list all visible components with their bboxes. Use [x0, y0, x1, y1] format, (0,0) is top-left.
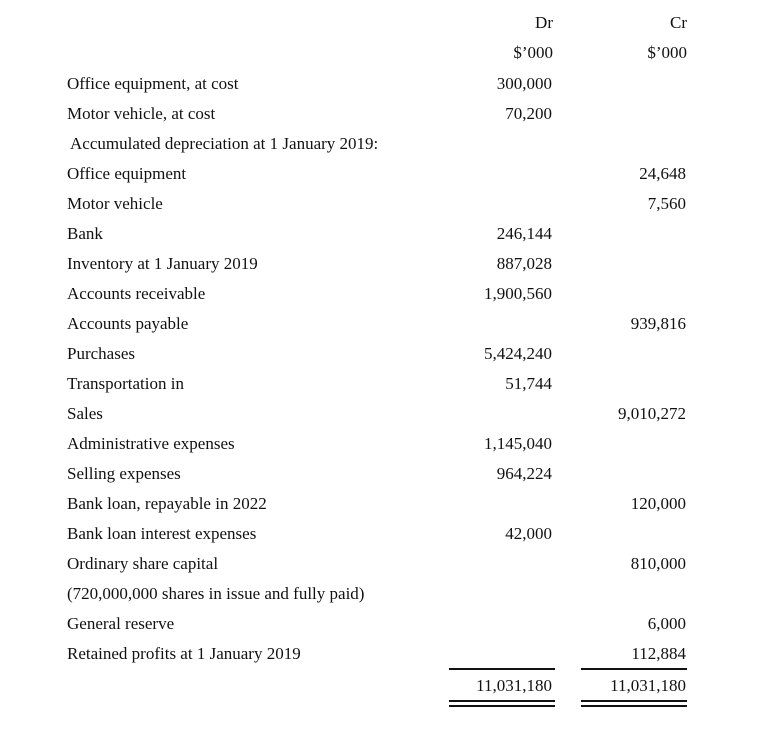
dr-amount: 70,200 — [505, 104, 552, 123]
cr-amount: 112,884 — [631, 644, 686, 663]
cr-unit-header: $’000 — [647, 43, 687, 62]
account-label: Accounts payable — [67, 314, 189, 333]
table-row — [0, 583, 764, 605]
account-label: Motor vehicle — [67, 194, 163, 213]
table-row — [0, 553, 764, 575]
dr-total-double-rule — [449, 700, 555, 707]
account-label: Inventory at 1 January 2019 — [67, 254, 258, 273]
account-label: Ordinary share capital — [67, 554, 219, 573]
cr-amount: 9,010,272 — [618, 404, 686, 423]
table-row — [0, 313, 764, 335]
table-row — [0, 493, 764, 515]
table-row — [0, 133, 764, 155]
dr-amount: 246,144 — [496, 224, 552, 243]
account-label: Selling expenses — [67, 464, 181, 483]
dr-amount: 42,000 — [505, 524, 552, 543]
table-row — [0, 193, 764, 215]
cr-amount: 6,000 — [647, 614, 686, 633]
table-row — [0, 223, 764, 245]
cr-subtotal-rule — [581, 668, 687, 670]
account-label: Administrative expenses — [67, 434, 235, 453]
table-row — [0, 73, 764, 95]
cr-column-header: Cr — [670, 13, 687, 32]
dr-unit-header: $’000 — [513, 43, 553, 62]
dr-amount: 887,028 — [496, 254, 552, 273]
cr-total: 11,031,180 — [610, 676, 686, 695]
section-label: Accumulated depreciation at 1 January 2019: — [70, 134, 379, 153]
table-row — [0, 403, 764, 425]
account-label: Office equipment, at cost — [67, 74, 239, 93]
account-label: General reserve — [67, 614, 175, 633]
account-label: Office equipment — [67, 164, 187, 183]
cr-amount: 810,000 — [630, 554, 686, 573]
cr-total-double-rule — [581, 700, 687, 707]
table-row — [0, 253, 764, 275]
table-row — [0, 643, 764, 665]
cr-amount: 7,560 — [647, 194, 686, 213]
account-label: Retained profits at 1 January 2019 — [67, 644, 301, 663]
account-label: Bank loan interest expenses — [67, 524, 257, 543]
account-label: Sales — [67, 404, 103, 423]
table-row — [0, 283, 764, 305]
cr-amount: 24,648 — [639, 164, 686, 183]
totals-row — [0, 675, 764, 697]
table-row — [0, 373, 764, 395]
account-label: Bank — [67, 224, 103, 243]
dr-total: 11,031,180 — [476, 676, 552, 695]
dr-amount: 1,900,560 — [484, 284, 552, 303]
table-row — [0, 163, 764, 185]
table-row — [0, 613, 764, 635]
dr-amount: 51,744 — [505, 374, 552, 393]
table-row — [0, 433, 764, 455]
account-label: Purchases — [67, 344, 135, 363]
dr-column-header: Dr — [535, 13, 553, 32]
dr-amount: 5,424,240 — [484, 344, 552, 363]
account-note: (720,000,000 shares in issue and fully paid) — [67, 584, 365, 603]
cr-amount: 939,816 — [630, 314, 686, 333]
account-label: Bank loan, repayable in 2022 — [67, 494, 267, 513]
dr-amount: 964,224 — [496, 464, 552, 483]
cr-amount: 120,000 — [630, 494, 686, 513]
dr-amount: 300,000 — [496, 74, 552, 93]
table-row — [0, 103, 764, 125]
table-row — [0, 343, 764, 365]
account-label: Transportation in — [67, 374, 184, 393]
account-label: Accounts receivable — [67, 284, 206, 303]
table-row — [0, 463, 764, 485]
dr-amount: 1,145,040 — [484, 434, 552, 453]
account-label: Motor vehicle, at cost — [67, 104, 216, 123]
table-row — [0, 523, 764, 545]
dr-subtotal-rule — [449, 668, 555, 670]
